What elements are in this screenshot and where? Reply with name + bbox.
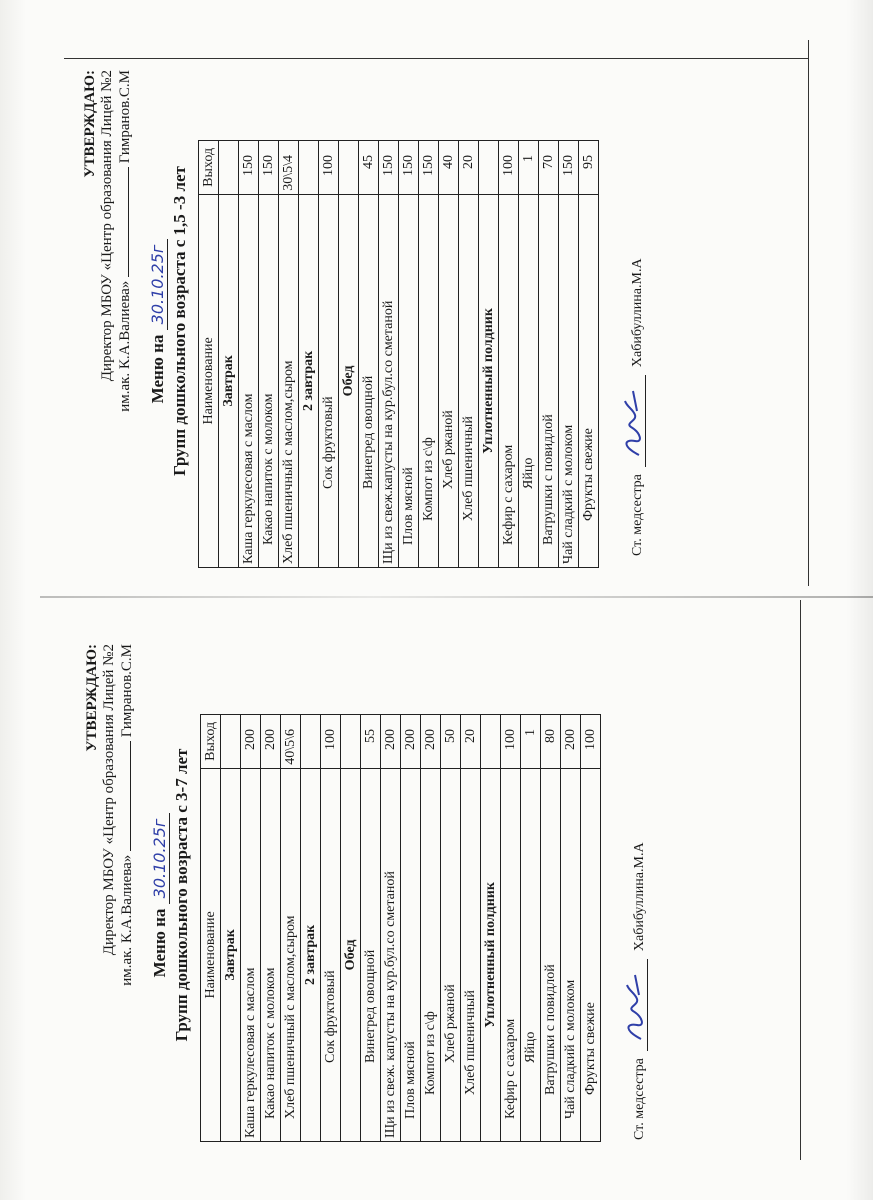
table-row: [539, 141, 559, 568]
menu-table: [200, 714, 601, 1142]
table-row: [361, 715, 381, 1142]
menu-table-body: [199, 141, 599, 568]
section-title: Завтрак: [219, 194, 239, 567]
dish-name: Хлеб пшеничный с маслом,сыром: [279, 194, 299, 567]
dish-name: Сок фруктовый: [321, 768, 341, 1141]
approval-heading: УТВЕРЖДАЮ:: [82, 70, 98, 178]
dish-output: 40: [439, 141, 459, 195]
approval-line2: им.ак. К.А.Валиева» Гимранов.С.М: [119, 644, 135, 986]
table-row: [419, 141, 439, 568]
group-title: Групп дошкольного возраста с 3-7 лет: [172, 748, 191, 1042]
section-output-empty: [299, 141, 319, 195]
dish-name: Плов мясной: [401, 768, 421, 1141]
menu-3-7: [84, 640, 648, 1150]
group-title: Групп дошкольного возраста с 1,5 -3 лет: [170, 166, 189, 476]
dish-name: Сок фруктовый: [319, 194, 339, 567]
approval-block: [82, 70, 134, 576]
menu-date-handwritten: 30.10.25г: [148, 239, 168, 331]
dish-name: Ватрушки с повидлой: [539, 194, 559, 567]
dish-output: 200: [261, 715, 281, 769]
dish-name: Компот из с\ф: [421, 768, 441, 1141]
menu-date-handwritten: 30.10.25г: [150, 813, 170, 905]
director-signature-line: [116, 167, 129, 277]
page-edge-right-bottom: [800, 600, 801, 1160]
section-output-empty: [339, 141, 359, 195]
dish-output: 100: [501, 715, 521, 769]
nurse-signature: [625, 375, 646, 467]
column-header-output: Выход: [201, 715, 221, 769]
dish-name: Фрукты свежие: [579, 194, 599, 567]
dish-output: 150: [419, 141, 439, 195]
dish-output: 100: [499, 141, 519, 195]
section-title: Уплотненный полдник: [479, 194, 499, 567]
section-row: [299, 141, 319, 568]
dish-output: 150: [399, 141, 419, 195]
page-edge-right-top: [808, 40, 809, 586]
dish-output: 100: [321, 715, 341, 769]
table-row: [541, 715, 561, 1142]
dish-output: 200: [561, 715, 581, 769]
table-row: [379, 141, 399, 568]
section-row: [221, 715, 241, 1142]
nurse-signature: [627, 959, 648, 1051]
dish-output: 20: [459, 141, 479, 195]
dish-name: Компот из с\ф: [419, 194, 439, 567]
section-output-empty: [341, 715, 361, 769]
section-row: [481, 715, 501, 1142]
section-row: [219, 141, 239, 568]
dish-output: 200: [241, 715, 261, 769]
dish-output: 150: [379, 141, 399, 195]
table-row: [381, 715, 401, 1142]
dish-name: Кефир с сахаром: [501, 768, 521, 1141]
table-row: [241, 715, 261, 1142]
dish-name: Какао напиток с молоком: [261, 768, 281, 1141]
nurse-signature-block: Ст. медсестра Хабибуллина.М.А: [625, 66, 646, 576]
approval-block: [84, 644, 136, 1150]
dish-name: Кефир с сахаром: [499, 194, 519, 567]
dish-name: Щи из свеж. капусты на кур.бул.со сметаной: [381, 768, 401, 1141]
menu-table: [198, 140, 599, 568]
dish-output: 20: [461, 715, 481, 769]
table-row: [281, 715, 301, 1142]
section-output-empty: [481, 715, 501, 769]
table-row: [501, 715, 521, 1142]
dish-output: 200: [381, 715, 401, 769]
table-row: [321, 715, 341, 1142]
dish-name: Чай сладкий с молоком: [559, 194, 579, 567]
table-row: [581, 715, 601, 1142]
section-row: [479, 141, 499, 568]
dish-name: Щи из свеж.капусты на кур.бул.со сметаной: [379, 194, 399, 567]
section-title: 2 завтрак: [301, 768, 321, 1141]
table-row: [261, 715, 281, 1142]
dish-output: 200: [421, 715, 441, 769]
dish-name: Хлеб ржаной: [441, 768, 461, 1141]
section-title: Обед: [341, 768, 361, 1141]
director-signature-line: [118, 741, 131, 851]
table-row: [279, 141, 299, 568]
section-output-empty: [221, 715, 241, 769]
section-title: Завтрак: [221, 768, 241, 1141]
fold-crease: [40, 596, 873, 598]
table-row: [259, 141, 279, 568]
section-row: [301, 715, 321, 1142]
table-row: [359, 141, 379, 568]
menu-title: Меню на 30.10.25г: [148, 66, 168, 576]
table-row: [499, 141, 519, 568]
dish-output: 1: [519, 141, 539, 195]
dish-name: Хлеб пшеничный с маслом,сыром: [281, 768, 301, 1141]
table-row: [459, 141, 479, 568]
dish-name: Яйцо: [519, 194, 539, 567]
dish-output: 1: [521, 715, 541, 769]
dish-output: 55: [361, 715, 381, 769]
section-row: [339, 141, 359, 568]
dish-name: Хлеб ржаной: [439, 194, 459, 567]
section-title: Уплотненный полдник: [481, 768, 501, 1141]
menu-1-5-3: [82, 66, 646, 576]
dish-name: Ватрушки с повидлой: [541, 768, 561, 1141]
menu-table-body: [201, 715, 601, 1142]
table-row: [559, 141, 579, 568]
section-row: [341, 715, 361, 1142]
dish-output: 40\5\6: [281, 715, 301, 769]
table-row: [439, 141, 459, 568]
table-row: [441, 715, 461, 1142]
column-header-name: Наименование: [199, 194, 219, 567]
table-row: [399, 141, 419, 568]
table-row: [521, 715, 541, 1142]
dish-output: 200: [401, 715, 421, 769]
section-title: Обед: [339, 194, 359, 567]
dish-output: 70: [539, 141, 559, 195]
section-title: 2 завтрак: [299, 194, 319, 567]
dish-name: Фрукты свежие: [581, 768, 601, 1141]
dish-output: 100: [581, 715, 601, 769]
table-row: [561, 715, 581, 1142]
page-edge-top: [64, 58, 808, 59]
table-header-row: [201, 715, 221, 1142]
table-row: [519, 141, 539, 568]
table-row: [319, 141, 339, 568]
dish-output: 150: [239, 141, 259, 195]
dish-output: 80: [541, 715, 561, 769]
dish-name: Яйцо: [521, 768, 541, 1141]
section-output-empty: [219, 141, 239, 195]
table-header-row: [199, 141, 219, 568]
dish-output: 100: [319, 141, 339, 195]
menu-title: Меню на 30.10.25г: [150, 640, 170, 1150]
approval-line1: Директор МБОУ «Центр образования Лицей №2: [99, 70, 115, 382]
dish-output: 45: [359, 141, 379, 195]
dish-name: Каша геркулесовая с маслом: [239, 194, 259, 567]
table-row: [401, 715, 421, 1142]
dish-name: Хлеб пшеничный: [459, 194, 479, 567]
dish-output: 150: [559, 141, 579, 195]
approval-line2: им.ак. К.А.Валиева» Гимранов.С.М: [117, 70, 133, 412]
table-row: [461, 715, 481, 1142]
dish-name: Чай сладкий с молоком: [561, 768, 581, 1141]
section-output-empty: [479, 141, 499, 195]
dish-output: 50: [441, 715, 461, 769]
dish-name: Винегред овощной: [361, 768, 381, 1141]
dish-name: Винегред овощной: [359, 194, 379, 567]
column-header-name: Наименование: [201, 768, 221, 1141]
dish-output: 30\5\4: [279, 141, 299, 195]
dish-output: 150: [259, 141, 279, 195]
approval-heading: УТВЕРЖДАЮ:: [84, 644, 100, 752]
table-row: [579, 141, 599, 568]
section-output-empty: [301, 715, 321, 769]
table-row: [421, 715, 441, 1142]
table-row: [239, 141, 259, 568]
dish-name: Плов мясной: [399, 194, 419, 567]
dish-name: Каша геркулесовая с маслом: [241, 768, 261, 1141]
column-header-output: Выход: [199, 141, 219, 195]
dish-name: Какао напиток с молоком: [259, 194, 279, 567]
approval-line1: Директор МБОУ «Центр образования Лицей №2: [101, 644, 117, 956]
dish-output: 95: [579, 141, 599, 195]
nurse-signature-block: Ст. медсестра Хабибуллина.М.А: [627, 640, 648, 1150]
dish-name: Хлеб пшеничный: [461, 768, 481, 1141]
